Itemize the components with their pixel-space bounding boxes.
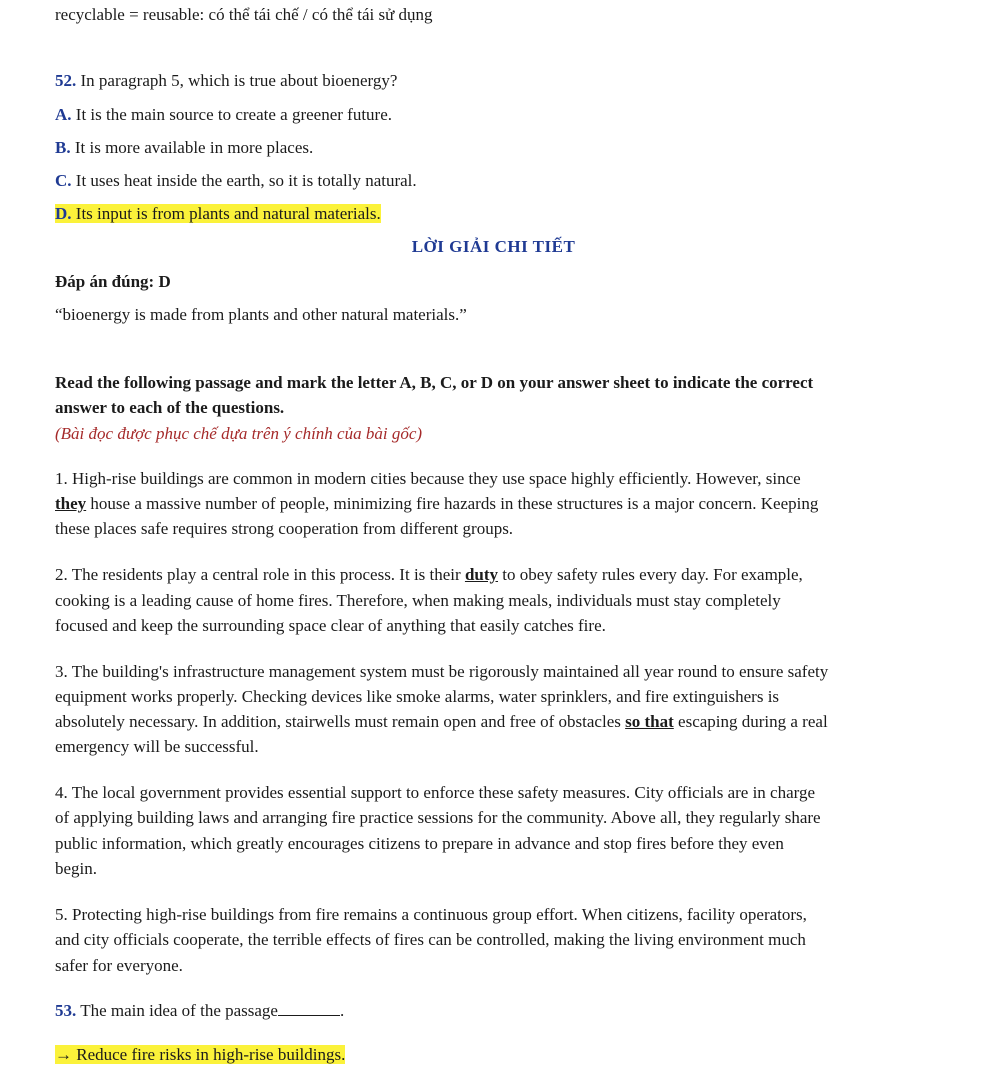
- option-text: It is the main source to create a greener future.: [71, 105, 393, 124]
- paragraph-5-line: safer for everyone.: [55, 956, 183, 975]
- answer-quote: “bioenergy is made from plants and other natural materials.”: [55, 305, 467, 324]
- line-text: .: [339, 1001, 345, 1020]
- option-letter: C.: [55, 171, 72, 190]
- paragraph-5-line: 5. Protecting high-rise buildings from fire remains a continuous group effort. When citizens, facility operators,: [55, 905, 807, 924]
- question-52: [55, 70, 397, 92]
- option-letter: B.: [55, 138, 71, 157]
- option-text: Its input is from plants and natural materials.: [71, 204, 381, 223]
- question-number: 53.: [55, 1001, 77, 1020]
- underlined-word: so that: [625, 712, 674, 731]
- line-text: house a massive number of people, minimizing fire hazards in these structures is a major concern. Keeping: [86, 494, 819, 513]
- option-d: [55, 203, 381, 225]
- question-stem: The main idea of the passage: [76, 1001, 278, 1020]
- paragraph-1-line: these places safe requires strong cooperation from different groups.: [55, 519, 514, 538]
- instructions-line-2: answer to each of the questions.: [55, 398, 285, 417]
- option-letter: A.: [55, 105, 72, 124]
- paragraph-5-line: and city officials cooperate, the terrible effects of fires can be controlled, making the living environment much: [55, 930, 806, 949]
- highlighted-answer: [55, 204, 381, 223]
- underlined-word: they: [55, 494, 87, 513]
- question-number: 52.: [55, 71, 77, 90]
- section-title: LỜI GIẢI CHI TIẾT: [411, 237, 576, 256]
- paragraph-1-line: 1. High-rise buildings are common in modern cities because they use space highly efficiently. However, since: [55, 469, 801, 488]
- paragraph-4-line: public information, which greatly encourages citizens to prepare in advance and stop fires before they even: [55, 834, 784, 853]
- line-text: absolutely necessary. In addition, stairwells must remain open and free of obstacles: [55, 712, 626, 731]
- question-53: [55, 1000, 344, 1022]
- line-text: escaping during a real: [673, 712, 828, 731]
- question-stem: In paragraph 5, which is true about bioenergy?: [76, 71, 398, 90]
- option-letter: D.: [55, 204, 72, 223]
- top-note: recyclable = reusable: có thể tái chế / có thể tái sử dụng: [55, 5, 433, 24]
- paragraph-2-line: focused and keep the surrounding space clear of anything that easily catches fire.: [55, 616, 606, 635]
- question-53-answer: [55, 1044, 345, 1066]
- underlined-word: duty: [464, 565, 499, 584]
- option-text: It uses heat inside the earth, so it is totally natural.: [71, 171, 417, 190]
- answer-blank: [278, 1001, 340, 1016]
- paragraph-3-line: equipment works properly. Checking devices like smoke alarms, water sprinklers, and fire extinguishers is: [55, 687, 780, 706]
- instructions-note: (Bài đọc được phục chế dựa trên ý chính của bài gốc): [55, 424, 423, 443]
- highlighted-answer: → Reduce fire risks in high-rise buildings.: [55, 1045, 346, 1064]
- line-text: to obey safety rules every day. For example,: [498, 565, 803, 584]
- paragraph-4-line: 4. The local government provides essential support to enforce these safety measures. City officials are in charge: [55, 783, 816, 802]
- paragraph-3-line: 3. The building's infrastructure management system must be rigorously maintained all year round to ensure safety: [55, 662, 829, 681]
- option-b: [55, 137, 313, 159]
- paragraph-3-line: emergency will be successful.: [55, 737, 259, 756]
- paragraph-3-line: [55, 711, 828, 733]
- paragraph-4-line: of applying building laws and arranging fire practice sessions for the community. Above all, they regularly share: [55, 808, 821, 827]
- answer-label: Đáp án đúng: D: [55, 272, 171, 291]
- paragraph-2-line: [55, 564, 803, 586]
- line-text: 2. The residents play a central role in this process. It is their: [55, 565, 465, 584]
- option-c: [55, 170, 417, 192]
- paragraph-2-line: cooking is a leading cause of home fires. Therefore, when making meals, individuals must stay completely: [55, 591, 781, 610]
- paragraph-1-line: [55, 493, 818, 515]
- option-text: It is more available in more places.: [70, 138, 314, 157]
- paragraph-4-line: begin.: [55, 859, 98, 878]
- option-a: [55, 104, 392, 126]
- instructions-line-1: Read the following passage and mark the letter A, B, C, or D on your answer sheet to indicate the correct: [55, 373, 814, 392]
